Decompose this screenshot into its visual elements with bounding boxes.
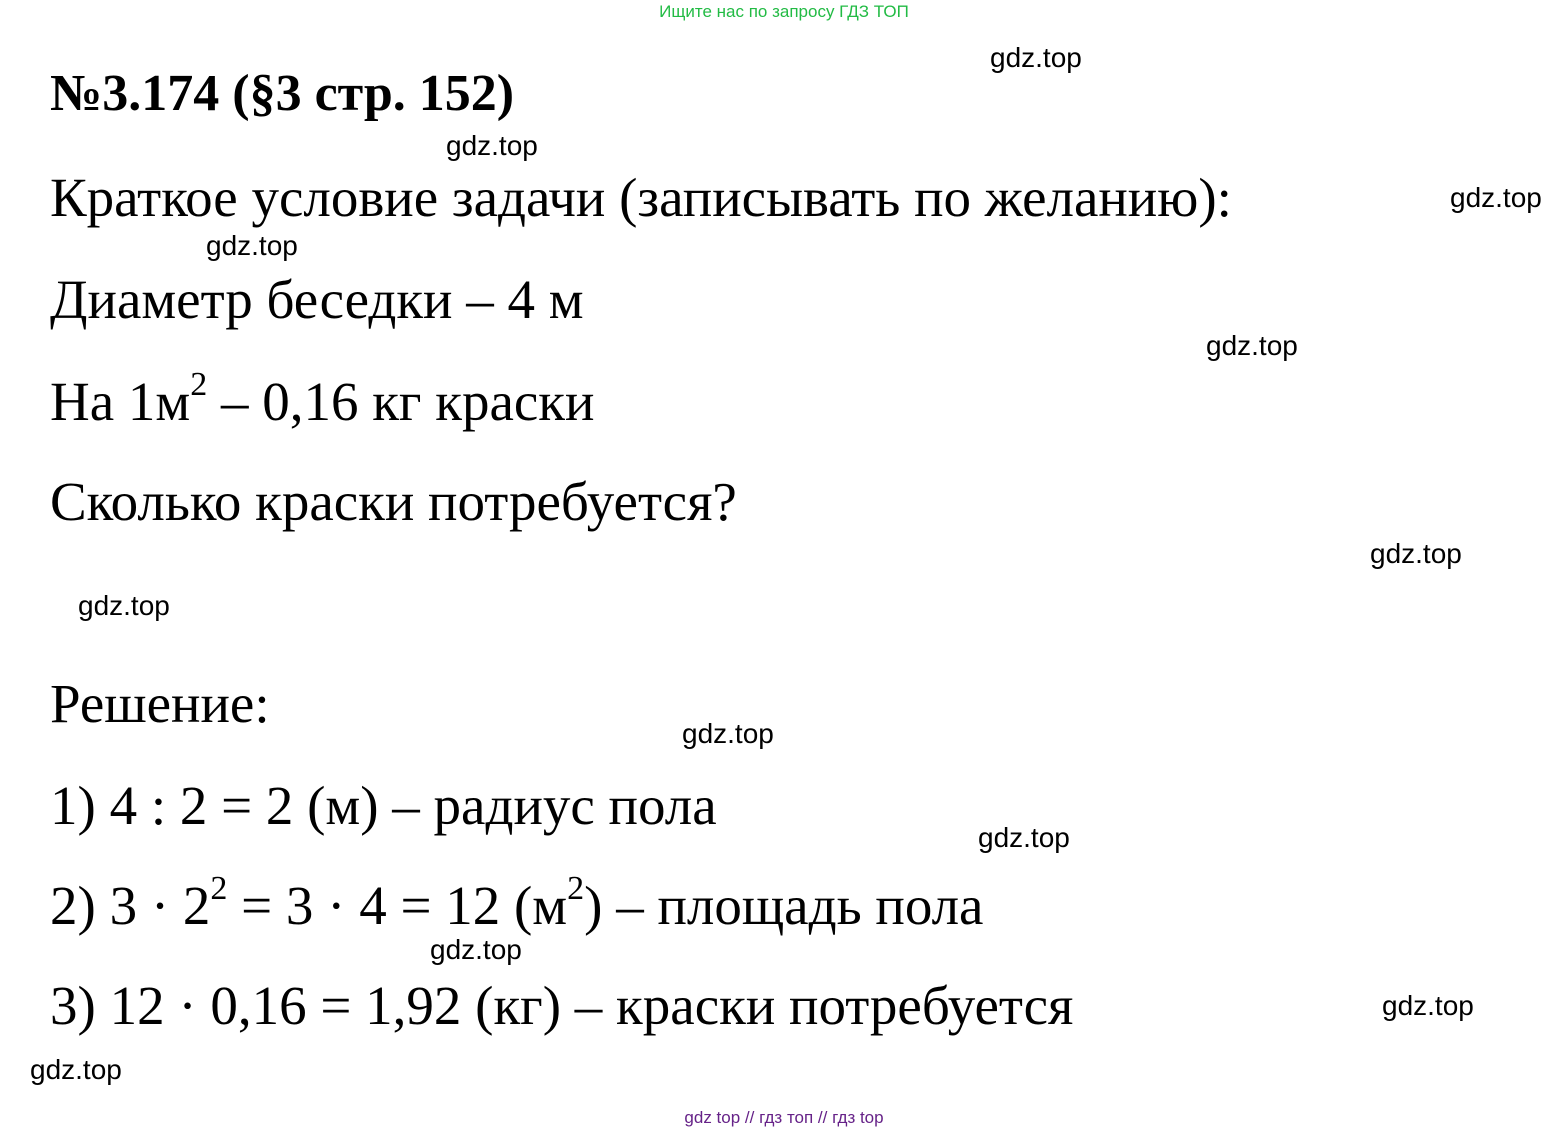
watermark: gdz.top bbox=[682, 718, 774, 749]
header-note: Ищите нас по запросу ГДЗ ТОП bbox=[659, 2, 909, 21]
watermark: gdz.top bbox=[206, 230, 298, 261]
step2-part-c: ) – площадь пола bbox=[584, 875, 984, 936]
step2-exponent-2: 2 bbox=[567, 870, 585, 907]
watermark: gdz.top bbox=[1206, 330, 1298, 361]
page-title: №3.174 (§3 стр. 152) bbox=[50, 65, 515, 122]
watermark: gdz.top bbox=[978, 822, 1070, 853]
footer-note: gdz top // гдз топ // гдз top bbox=[684, 1108, 884, 1127]
watermark: gdz.top bbox=[1450, 182, 1542, 213]
solution-step-3: 3) 12 · 0,16 = 1,92 (кг) – краски потребуется bbox=[50, 975, 1074, 1036]
condition-paint-rate bbox=[50, 366, 595, 433]
step2-part-a: 2) 3 · 2 bbox=[50, 875, 211, 936]
solution-step-1: 1) 4 : 2 = 2 (м) – радиус пола bbox=[50, 775, 717, 836]
solution-heading: Решение: bbox=[50, 673, 270, 734]
condition-question: Сколько краски потребуется? bbox=[50, 471, 737, 532]
watermark: gdz.top bbox=[30, 1054, 122, 1085]
condition-diameter: Диаметр беседки – 4 м bbox=[50, 269, 584, 330]
paint-rate-exponent: 2 bbox=[190, 366, 208, 403]
paint-rate-suffix: – 0,16 кг краски bbox=[207, 371, 595, 432]
paint-rate-prefix: На 1м bbox=[50, 371, 191, 432]
watermark: gdz.top bbox=[446, 130, 538, 161]
step2-part-b: = 3 · 4 = 12 (м bbox=[227, 875, 568, 936]
watermark: gdz.top bbox=[1370, 538, 1462, 569]
watermark: gdz.top bbox=[78, 590, 170, 621]
watermark: gdz.top bbox=[430, 934, 522, 965]
solution-step-2 bbox=[50, 870, 984, 937]
step2-exponent-1: 2 bbox=[210, 870, 228, 907]
watermark: gdz.top bbox=[990, 42, 1082, 73]
watermark: gdz.top bbox=[1382, 990, 1474, 1021]
condition-heading: Краткое условие задачи (записывать по желанию): bbox=[50, 167, 1232, 228]
